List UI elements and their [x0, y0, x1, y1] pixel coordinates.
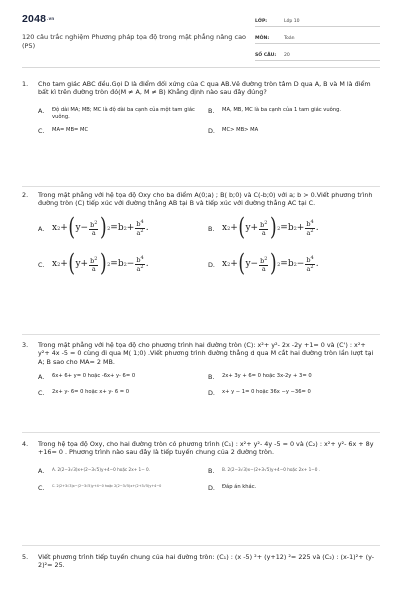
- meta-panel: [255, 13, 380, 61]
- eq-sign: −: [126, 258, 135, 269]
- option-b[interactable]: B. 2x+ 3y + 6= 0 hoặc 3x-2y + 3= 0: [208, 373, 312, 382]
- eq-paren-open: (: [68, 249, 75, 279]
- eq-fraction: [135, 256, 144, 273]
- eq-denominator: [136, 265, 143, 273]
- eq-denominator: [306, 265, 313, 273]
- eq-exp: 4: [310, 219, 314, 226]
- eq-var: y: [75, 258, 81, 269]
- eq-var: x: [52, 222, 58, 233]
- question-2: [22, 191, 378, 284]
- eq-sym: b: [117, 258, 124, 269]
- eq-denominator: a: [91, 264, 96, 273]
- meta-value: 20: [284, 52, 290, 58]
- meta-key: LỚP:: [255, 18, 268, 24]
- eq-sym: b: [306, 220, 311, 229]
- question-divider: [22, 545, 380, 546]
- eq-paren-open: (: [238, 213, 245, 243]
- eq-sign: +: [80, 258, 89, 269]
- eq-exp: 2: [310, 264, 314, 271]
- eq-exp: 2: [277, 225, 281, 232]
- option-c[interactable]: [38, 248, 208, 282]
- eq-sign: +: [250, 222, 259, 233]
- eq-exp: 2: [277, 261, 281, 268]
- eq-fraction: [89, 221, 98, 237]
- eq-exp: 2: [57, 261, 61, 268]
- equation: x 2 + ( y − $\frac{b^2}{a}$ ) 2 = b 2 − $\frac{b^4}{a^2}$ .: [222, 249, 319, 279]
- eq-fraction: [89, 257, 98, 273]
- eq-sign: −: [80, 222, 89, 233]
- eq-exp: 2: [227, 225, 231, 232]
- equation: x 2 + ( y − $\frac{b^2}{a}$ ) 2 = b 2 + $\frac{b^4}{a^2}$ .: [52, 213, 149, 243]
- eq-paren-open: (: [68, 213, 75, 243]
- question-text: Trong mặt phẳng với hệ tọa độ cho phương trình hai đường tròn (C): x²+ y²- 2x -2y +1= 0 và (C') : x²+ y²+ 4x -5 = 0 cùng đi qua M( 1;0) .Viết phương trình đường thẳng d qua M cắt hai đường tròn lần lượt tại A; B sao cho MA= 2 MB.: [38, 341, 374, 366]
- eq-exp: 2: [227, 261, 231, 268]
- eq-sym: b: [136, 220, 141, 229]
- question-3: [22, 341, 378, 399]
- eq-denominator: a: [261, 264, 266, 273]
- eq-var: x: [222, 222, 228, 233]
- question-text: Trong mặt phẳng với hệ tọa độ Oxy cho ba điểm A(0;a) ; B( b;0) và C(-b;0) với a; b > 0.Viết phương trình đường tròn (C) tiếp xúc với đường thẳng AB tại B và tiếp xúc với đường thẳng AC tại C.: [38, 191, 373, 208]
- page-title: 120 câu trắc nghiệm Phương pháp tọa độ trong mặt phẳng nâng cao (P5): [22, 33, 247, 50]
- eq-paren-close: ): [269, 213, 277, 243]
- eq-paren-close: ): [269, 249, 277, 279]
- eq-denominator: [306, 229, 313, 237]
- eq-sym: b: [287, 222, 294, 233]
- eq-exp: 4: [140, 255, 144, 262]
- eq-sym: b: [260, 221, 265, 230]
- meta-row-subject: [255, 30, 380, 44]
- option-d[interactable]: D. Đáp án khác.: [208, 484, 257, 493]
- eq-fraction: [259, 221, 268, 237]
- eq-exp: 2: [123, 261, 127, 268]
- equation: x 2 + ( y + $\frac{b^2}{a}$ ) 2 = b 2 − $\frac{b^4}{a^2}$ .: [52, 249, 149, 279]
- eq-sign: −: [296, 258, 305, 269]
- eq-sign: +: [126, 222, 135, 233]
- option-row: [38, 248, 378, 282]
- question-divider: [22, 334, 380, 335]
- eq-exp: 2: [264, 256, 268, 263]
- eq-sym: a: [136, 265, 141, 274]
- option-a[interactable]: A. A. 2(2−3√3)x+(2−3√5)y+4−0 hoặc 2x+ 1− 0.: [38, 466, 151, 475]
- question-number: 1.: [22, 80, 29, 88]
- eq-exp: 2: [264, 220, 268, 227]
- eq-exp: 2: [107, 261, 111, 268]
- eq-fraction: [305, 220, 314, 237]
- eq-sym: b: [306, 256, 311, 265]
- option-letter: C.: [38, 260, 45, 269]
- option-c[interactable]: C. C. 2(2+3√3)x−(2−3√5)y+4−0 hoặc 2(2−3√5)x+(2+3√5)y+4−0: [38, 484, 162, 493]
- question-text: Viết phương trình tiếp tuyến chung của hai đường tròn: (C₁) : (x -5) ²+ (y+12) ²= 225 và (C₂) : (x-1)²+ (y-2)²= 25.: [38, 553, 375, 570]
- eq-sym: b: [90, 221, 95, 230]
- question-text: Trong hệ tọa độ Oxy, cho hai đường tròn có phương trình (C₁) : x²+ y²- 4y -5 = 0 và (C₂) : x²+ y²- 6x + 8y +16= 0 . Phương trình nào sau đây là tiếp tuyến chung của 2 đường tròn.: [38, 440, 374, 457]
- eq-exp: 4: [310, 255, 314, 262]
- meta-row-count: [255, 47, 380, 61]
- eq-var: y: [75, 222, 81, 233]
- header-divider: [22, 67, 380, 68]
- eq-fraction: [305, 256, 314, 273]
- option-letter: A.: [38, 224, 45, 233]
- eq-exp: 2: [140, 228, 144, 235]
- eq-var: x: [52, 258, 58, 269]
- eq-fraction: [135, 220, 144, 237]
- eq-exp: 2: [140, 264, 144, 271]
- eq-sym: b: [136, 256, 141, 265]
- question-4: [22, 440, 378, 495]
- question-number: 4.: [22, 440, 29, 448]
- eq-sym: a: [306, 229, 311, 238]
- option-d[interactable]: [208, 248, 378, 282]
- option-letter: B.: [208, 224, 215, 233]
- option-c[interactable]: C. 2x+ y- 6= 0 hoặc x+ y- 6 = 0: [38, 388, 130, 397]
- eq-sym: a: [306, 265, 311, 274]
- option-a[interactable]: A. Độ dài MA; MB; MC là độ dài ba cạnh của một tam giác vuông.: [38, 106, 195, 120]
- eq-sign: +: [296, 222, 305, 233]
- option-d[interactable]: D. MC> MB> MA: [208, 126, 259, 135]
- eq-paren-close: ): [99, 213, 107, 243]
- eq-sym: a: [136, 229, 141, 238]
- eq-denominator: a: [91, 228, 96, 237]
- meta-row-class: [255, 13, 380, 27]
- equation: x 2 + ( y + $\frac{b^2}{a}$ ) 2 = b 2 + $\frac{b^4}{a^2}$ .: [222, 213, 319, 243]
- eq-sign: −: [250, 258, 259, 269]
- eq-denominator: [136, 229, 143, 237]
- option-d[interactable]: D. x+ y − 1= 0 hoặc 36x −y −36= 0: [208, 388, 311, 397]
- eq-exp: 2: [57, 225, 61, 232]
- option-c[interactable]: C. MA= MB= MC: [38, 126, 89, 135]
- eq-exp: 2: [293, 261, 297, 268]
- eq-var: y: [245, 258, 251, 269]
- meta-key: SỐ CÂU:: [255, 52, 277, 58]
- eq-denominator: a: [261, 228, 266, 237]
- question-1: [22, 80, 378, 137]
- eq-exp: 2: [310, 228, 314, 235]
- question-divider: [22, 432, 380, 433]
- eq-var: x: [222, 258, 228, 269]
- option-b[interactable]: B. MA, MB, MC là ba cạnh của 1 tam giác vuông.: [208, 106, 342, 115]
- option-row: [38, 212, 378, 246]
- eq-exp: 2: [94, 220, 98, 227]
- question-text: Cho tam giác ABC đều.Gọi D là điểm đối xứng của C qua AB.Vẽ đường tròn tâm D qua A, B và M là điểm bất kì trên đường tròn đó(M ≠ A, M ≠ B) Khẳng định nào sau đây đúng?: [38, 80, 371, 97]
- question-5: [22, 553, 378, 570]
- option-a[interactable]: [38, 212, 208, 246]
- eq-exp: 4: [140, 219, 144, 226]
- eq-var: y: [245, 222, 251, 233]
- eq-sym: b: [117, 222, 124, 233]
- question-number: 2.: [22, 191, 29, 199]
- question-number: 3.: [22, 341, 29, 349]
- question-number: 5.: [22, 553, 29, 561]
- eq-sym: b: [287, 258, 294, 269]
- eq-exp: 2: [107, 225, 111, 232]
- option-letter: D.: [208, 260, 215, 269]
- option-a[interactable]: A. 6x+ 6+ y= 0 hoặc -6x+ y- 6= 0: [38, 373, 136, 382]
- site-logo[interactable]: 2048.vn: [22, 13, 55, 25]
- meta-value: Lớp 10: [284, 18, 300, 24]
- question-divider: [22, 186, 380, 187]
- eq-fraction: [259, 257, 268, 273]
- eq-sym: b: [90, 257, 95, 266]
- eq-exp: 2: [94, 256, 98, 263]
- meta-key: MÔN:: [255, 35, 270, 41]
- eq-paren-close: ): [99, 249, 107, 279]
- eq-exp: 2: [293, 225, 297, 232]
- eq-exp: 2: [123, 225, 127, 232]
- eq-paren-open: (: [238, 249, 245, 279]
- eq-sym: b: [260, 257, 265, 266]
- option-b[interactable]: B. B. 2(2−3√3)x−(2+3√5)y+4−0 hoặc 2x+ 1−0 .: [208, 466, 321, 475]
- option-b[interactable]: [208, 212, 378, 246]
- meta-value: Toán: [284, 35, 295, 41]
